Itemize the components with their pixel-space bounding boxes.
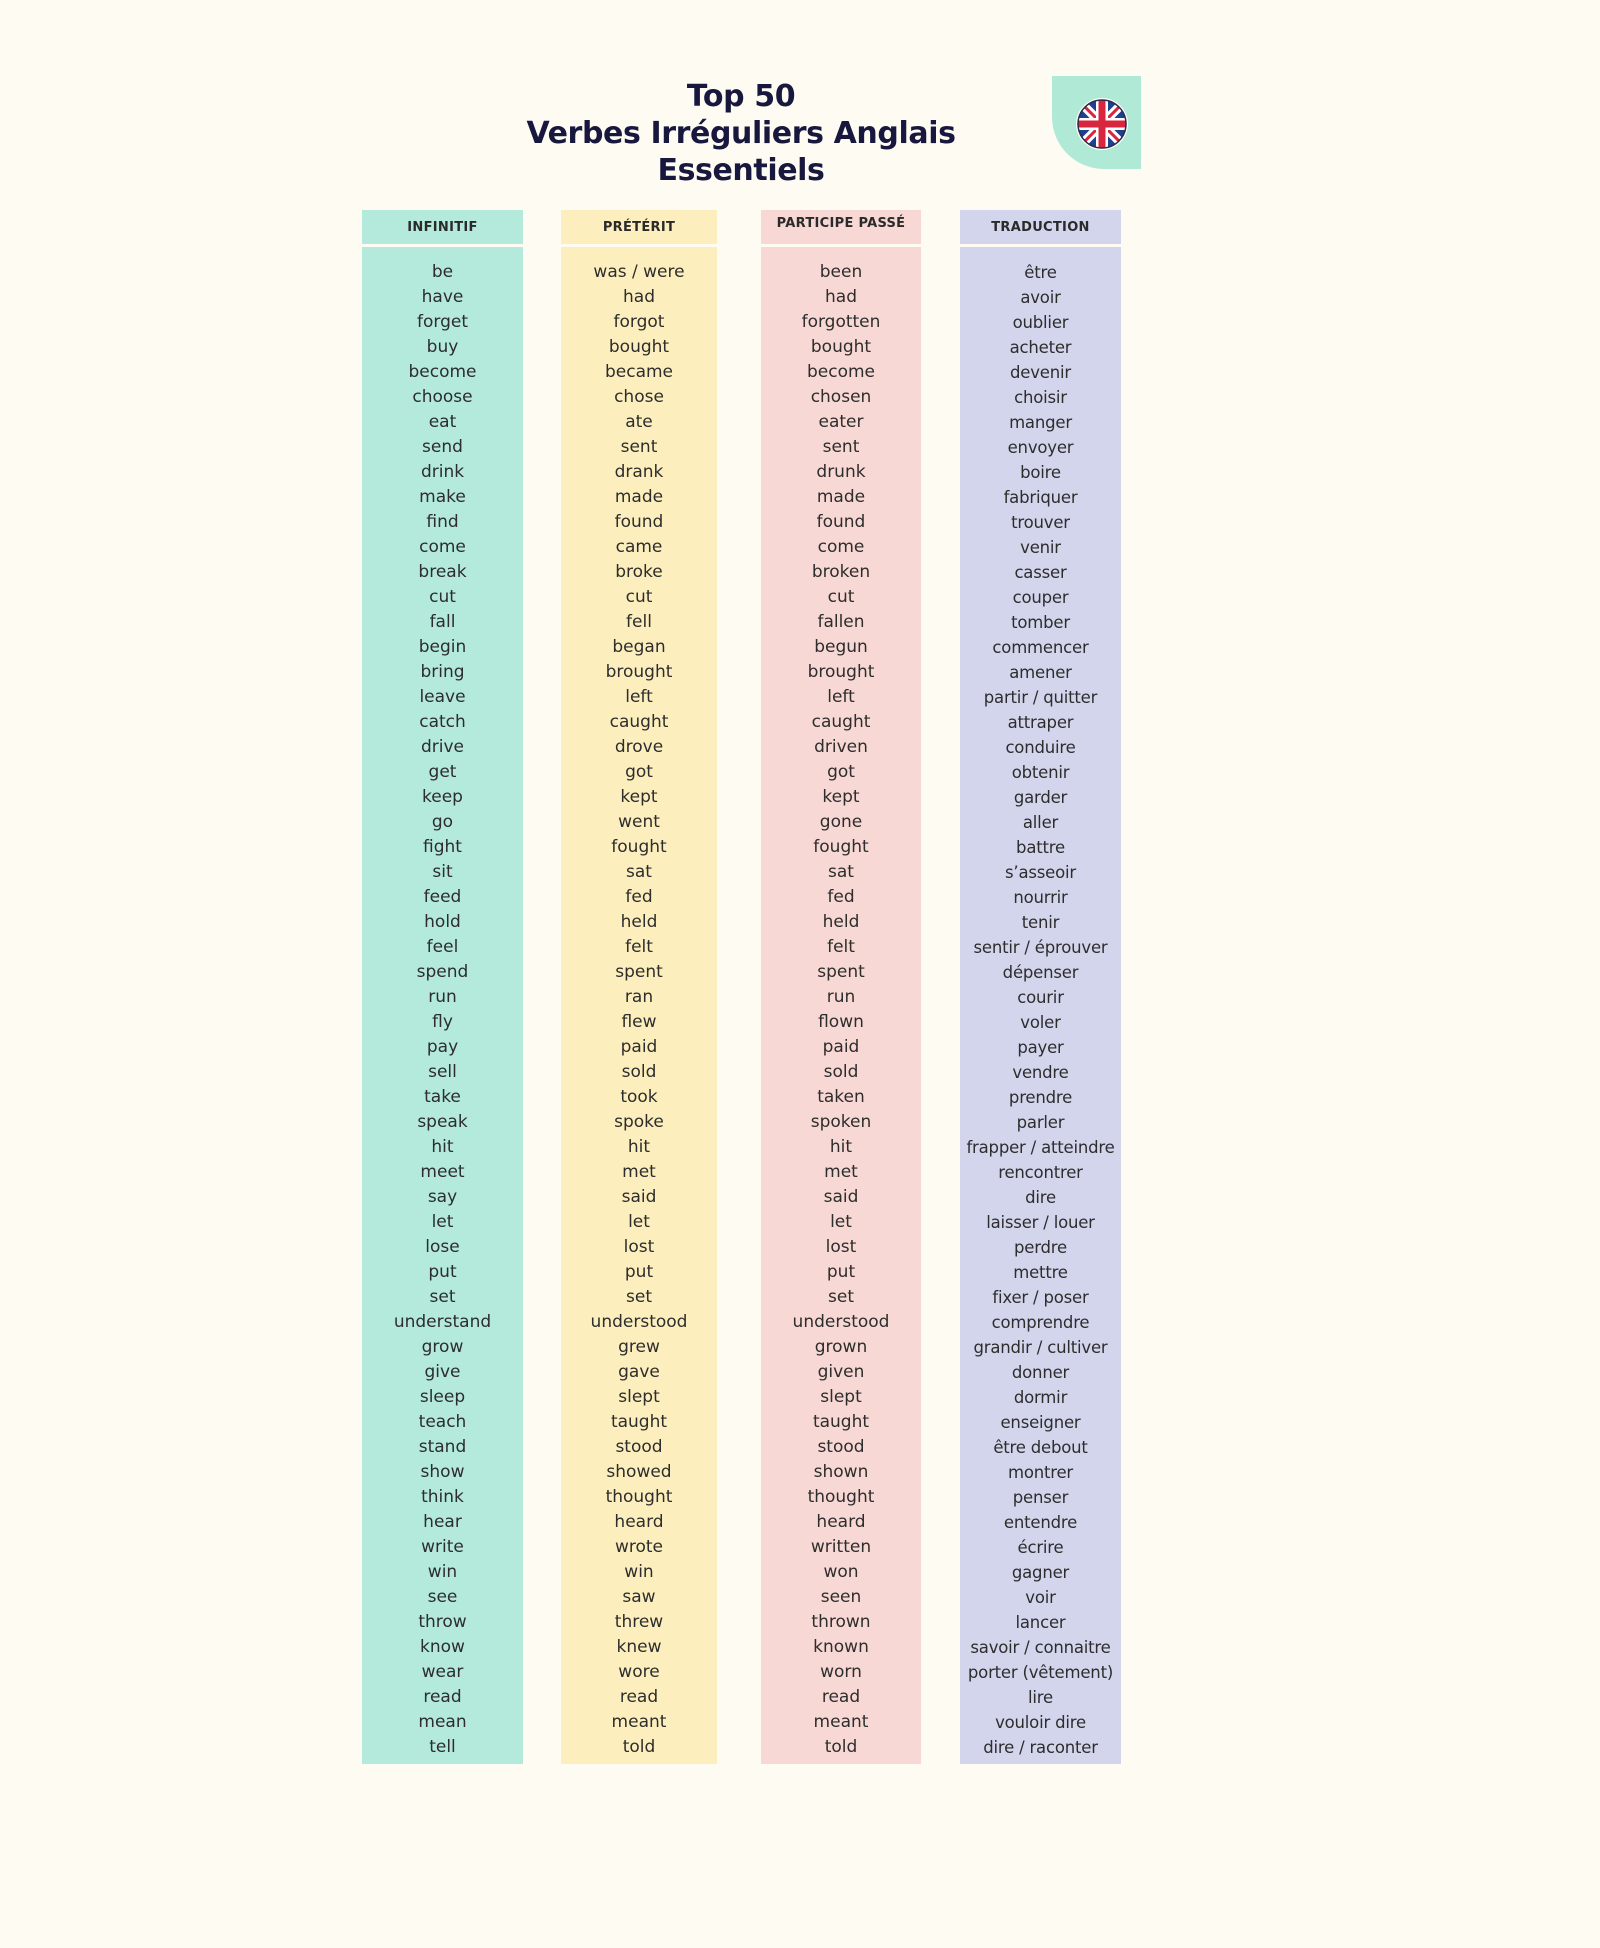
verb-cell-infinitif: fall xyxy=(429,612,456,632)
verb-cell-traduction: dire / raconter xyxy=(983,1738,1098,1757)
verb-cell-participe: run xyxy=(826,987,856,1007)
verb-cell-infinitif: throw xyxy=(418,1612,467,1632)
verb-cell-traduction: lire xyxy=(1028,1688,1053,1707)
verb-cell-preterit: showed xyxy=(606,1462,672,1482)
verb-cell-participe: grown xyxy=(814,1337,868,1357)
verb-cell-infinitif: feed xyxy=(423,887,462,907)
verb-cell-participe: felt xyxy=(827,937,855,957)
verb-cell-infinitif: get xyxy=(428,762,457,782)
verb-cell-preterit: sat xyxy=(626,862,652,882)
verb-cell-participe: taken xyxy=(817,1087,865,1107)
verb-cell-traduction: vendre xyxy=(1012,1063,1069,1082)
verb-cell-infinitif: sit xyxy=(432,862,453,882)
verb-cell-preterit: knew xyxy=(616,1637,662,1657)
verb-cell-traduction: être xyxy=(1024,263,1057,282)
verb-cell-preterit: had xyxy=(623,287,655,307)
verb-cell-participe: sat xyxy=(828,862,854,882)
verb-cell-preterit: paid xyxy=(620,1037,658,1057)
verb-cell-infinitif: break xyxy=(418,562,467,582)
verb-cell-traduction: attraper xyxy=(1007,713,1074,732)
verb-cell-infinitif: keep xyxy=(422,787,463,807)
verb-cell-participe: broken xyxy=(811,562,871,582)
verb-cell-infinitif: feel xyxy=(426,937,459,957)
verb-cell-infinitif: give xyxy=(424,1362,461,1382)
verb-cell-infinitif: set xyxy=(429,1287,456,1307)
verb-cell-preterit: taught xyxy=(610,1412,668,1432)
verb-cell-traduction: acheter xyxy=(1009,338,1072,357)
verb-cell-infinitif: stand xyxy=(418,1437,467,1457)
verb-cell-participe: caught xyxy=(811,712,871,732)
verb-cell-traduction: dépenser xyxy=(1002,963,1079,982)
verb-cell-traduction: payer xyxy=(1017,1038,1064,1057)
verb-cell-participe: driven xyxy=(814,737,868,757)
verb-cell-preterit: let xyxy=(628,1212,650,1232)
verb-cell-traduction: rencontrer xyxy=(998,1163,1083,1182)
verb-cell-preterit: understood xyxy=(590,1312,688,1332)
verb-cell-participe: made xyxy=(816,487,866,507)
verb-cell-participe: cut xyxy=(827,587,855,607)
verb-cell-traduction: montrer xyxy=(1007,1463,1074,1482)
verb-cell-infinitif: drink xyxy=(420,462,465,482)
verb-cell-participe: told xyxy=(824,1737,858,1757)
verb-cell-infinitif: have xyxy=(421,287,464,307)
verb-cell-preterit: slept xyxy=(618,1387,660,1407)
verb-cell-participe: stood xyxy=(817,1437,865,1457)
verb-cell-participe: shown xyxy=(813,1462,869,1482)
verb-cell-participe: bought xyxy=(810,337,872,357)
verb-cell-preterit: began xyxy=(612,637,666,657)
verb-cell-infinitif: choose xyxy=(412,387,473,407)
column-header-participe: PARTICIPE PASSÉ xyxy=(761,210,921,244)
page-title xyxy=(0,78,1482,189)
verb-cell-preterit: hit xyxy=(627,1137,651,1157)
verb-cell-participe: said xyxy=(823,1187,859,1207)
verb-cell-participe: set xyxy=(828,1287,854,1307)
verb-cell-participe: forgotten xyxy=(801,312,881,332)
verb-cell-infinitif: write xyxy=(421,1537,464,1557)
verb-cell-infinitif: win xyxy=(427,1562,458,1582)
verb-cell-traduction: grandir / cultiver xyxy=(973,1338,1108,1357)
verb-cell-preterit: grew xyxy=(618,1337,660,1357)
verb-cell-participe: fed xyxy=(827,887,855,907)
verb-cell-traduction: prendre xyxy=(1008,1088,1073,1107)
verb-cell-preterit: ran xyxy=(624,987,654,1007)
verb-cell-traduction: devenir xyxy=(1010,363,1071,382)
verb-cell-infinitif: sleep xyxy=(419,1387,466,1407)
verb-cell-infinitif: teach xyxy=(418,1412,467,1432)
verb-cell-participe: worn xyxy=(820,1662,862,1682)
column-body-traduction xyxy=(960,247,1121,1764)
verb-cell-infinitif: know xyxy=(420,1637,465,1657)
title-line-1: Top 50 xyxy=(686,79,796,114)
verb-cell-traduction: comprendre xyxy=(991,1313,1090,1332)
verb-cell-traduction: choisir xyxy=(1014,388,1067,407)
verb-cell-infinitif: forget xyxy=(417,312,468,332)
verb-cell-preterit: heard xyxy=(614,1512,664,1532)
verb-cell-participe: flown xyxy=(818,1012,864,1032)
verb-cell-participe: chosen xyxy=(810,387,872,407)
verb-cell-traduction: partir / quitter xyxy=(983,688,1098,707)
verb-cell-preterit: saw xyxy=(622,1587,656,1607)
verb-cell-participe: eater xyxy=(818,412,864,432)
verb-cell-preterit: forgot xyxy=(613,312,665,332)
verb-cell-participe: written xyxy=(810,1537,872,1557)
verb-cell-infinitif: show xyxy=(420,1462,465,1482)
verb-cell-preterit: set xyxy=(626,1287,652,1307)
verb-cell-traduction: casser xyxy=(1014,563,1067,582)
verb-cell-infinitif: come xyxy=(419,537,466,557)
verb-cell-infinitif: eat xyxy=(428,412,457,432)
column-header-preterit: PRÉTÉRIT xyxy=(561,210,717,244)
verb-cell-preterit: said xyxy=(621,1187,657,1207)
verb-cell-preterit: stood xyxy=(615,1437,663,1457)
verb-cell-preterit: brought xyxy=(605,662,673,682)
verb-cell-preterit: fed xyxy=(625,887,653,907)
verb-cell-participe: spoken xyxy=(810,1112,872,1132)
verb-cell-traduction: laisser / louer xyxy=(986,1213,1095,1232)
verb-cell-participe: had xyxy=(825,287,857,307)
verb-cell-traduction: trouver xyxy=(1011,513,1070,532)
verb-cell-traduction: conduire xyxy=(1005,738,1076,757)
verb-cell-infinitif: sell xyxy=(428,1062,457,1082)
verb-cell-participe: got xyxy=(827,762,855,782)
verb-cell-infinitif: lose xyxy=(425,1237,460,1257)
verb-cell-traduction: tomber xyxy=(1011,613,1070,632)
verb-cell-preterit: got xyxy=(625,762,653,782)
verb-cell-infinitif: put xyxy=(428,1262,457,1282)
verb-cell-participe: spent xyxy=(817,962,865,982)
verb-cell-participe: hit xyxy=(829,1137,853,1157)
verb-cell-preterit: read xyxy=(619,1687,659,1707)
verb-cell-preterit: chose xyxy=(614,387,664,407)
verb-cell-traduction: envoyer xyxy=(1007,438,1074,457)
verb-cell-traduction: sentir / éprouver xyxy=(973,938,1108,957)
verb-cell-traduction: tenir xyxy=(1021,913,1060,932)
verb-cell-preterit: fell xyxy=(626,612,652,632)
verb-cell-preterit: held xyxy=(620,912,658,932)
verb-cell-participe: kept xyxy=(822,787,860,807)
verb-cell-participe: left xyxy=(827,687,855,707)
verb-cell-preterit: drank xyxy=(614,462,664,482)
verb-cell-participe: drunk xyxy=(816,462,866,482)
verb-cell-infinitif: understand xyxy=(393,1312,492,1332)
verb-cell-preterit: caught xyxy=(609,712,669,732)
verb-cell-traduction: vouloir dire xyxy=(995,1713,1086,1732)
verb-cell-preterit: spent xyxy=(615,962,663,982)
uk-flag-icon xyxy=(1076,98,1128,150)
verb-cell-preterit: sent xyxy=(620,437,658,457)
verb-cell-preterit: gave xyxy=(618,1362,660,1382)
verb-cell-participe: sent xyxy=(822,437,860,457)
verb-cell-preterit: thought xyxy=(605,1487,673,1507)
column-body-participe xyxy=(761,247,921,1764)
verb-cell-infinitif: read xyxy=(423,1687,462,1707)
verb-cell-preterit: met xyxy=(622,1162,656,1182)
verb-cell-traduction: fixer / poser xyxy=(992,1288,1089,1307)
verb-cell-infinitif: think xyxy=(421,1487,464,1507)
verb-cell-traduction: dormir xyxy=(1013,1388,1068,1407)
verb-cell-infinitif: hear xyxy=(423,1512,462,1532)
verb-cell-traduction: voir xyxy=(1025,1588,1056,1607)
verb-cell-traduction: perdre xyxy=(1014,1238,1067,1257)
verb-cell-preterit: spoke xyxy=(614,1112,664,1132)
verb-cell-infinitif: make xyxy=(419,487,466,507)
verb-cell-traduction: porter (vêtement) xyxy=(967,1663,1114,1682)
verb-cell-participe: known xyxy=(813,1637,869,1657)
verb-cell-infinitif: find xyxy=(426,512,459,532)
verb-cell-traduction: donner xyxy=(1011,1363,1070,1382)
verb-cell-participe: won xyxy=(823,1562,859,1582)
verb-cell-traduction: garder xyxy=(1013,788,1068,807)
verb-cell-traduction: être debout xyxy=(993,1438,1088,1457)
verb-cell-preterit: wrote xyxy=(614,1537,664,1557)
verb-cell-participe: come xyxy=(817,537,865,557)
verb-cell-participe: begun xyxy=(814,637,868,657)
verb-cell-infinitif: send xyxy=(422,437,463,457)
verb-cell-infinitif: let xyxy=(431,1212,454,1232)
verb-cell-infinitif: meet xyxy=(420,1162,465,1182)
verb-cell-traduction: venir xyxy=(1020,538,1061,557)
verb-cell-traduction: s’asseoir xyxy=(1005,863,1076,882)
verb-cell-preterit: meant xyxy=(611,1712,667,1732)
verb-cell-participe: sold xyxy=(823,1062,859,1082)
verb-cell-infinitif: buy xyxy=(426,337,459,357)
verb-cell-preterit: felt xyxy=(625,937,653,957)
verb-cell-infinitif: begin xyxy=(418,637,467,657)
verb-cell-traduction: obtenir xyxy=(1011,763,1070,782)
verb-cell-participe: fallen xyxy=(817,612,865,632)
verb-cell-traduction: voler xyxy=(1020,1013,1061,1032)
verb-cell-traduction: lancer xyxy=(1015,1613,1066,1632)
column-header-traduction: TRADUCTION xyxy=(960,210,1121,244)
column-header-infinitif: INFINITIF xyxy=(362,210,523,244)
verb-cell-infinitif: mean xyxy=(418,1712,467,1732)
verb-cell-participe: thought xyxy=(807,1487,875,1507)
verb-cell-preterit: made xyxy=(614,487,664,507)
verb-cell-participe: slept xyxy=(820,1387,862,1407)
verb-cell-traduction: battre xyxy=(1016,838,1065,857)
verb-cell-infinitif: spend xyxy=(416,962,469,982)
verb-cell-infinitif: speak xyxy=(417,1112,468,1132)
verb-cell-preterit: lost xyxy=(623,1237,655,1257)
verb-cell-preterit: took xyxy=(620,1087,658,1107)
verb-cell-infinitif: be xyxy=(431,262,454,282)
verb-cell-traduction: commencer xyxy=(992,638,1089,657)
verb-cell-preterit: became xyxy=(604,362,674,382)
column-body-preterit xyxy=(561,247,717,1764)
verb-cell-infinitif: leave xyxy=(419,687,466,707)
verb-cell-participe: put xyxy=(826,1262,856,1282)
verb-cell-preterit: wore xyxy=(618,1662,660,1682)
verb-cell-infinitif: fly xyxy=(432,1012,453,1032)
verb-cell-participe: understood xyxy=(792,1312,890,1332)
verb-cell-infinitif: cut xyxy=(429,587,456,607)
verb-cell-participe: thrown xyxy=(811,1612,871,1632)
verb-cell-participe: met xyxy=(824,1162,858,1182)
verb-cell-participe: gone xyxy=(819,812,863,832)
verb-cell-infinitif: become xyxy=(408,362,477,382)
verb-cell-infinitif: run xyxy=(428,987,457,1007)
verb-cell-traduction: aller xyxy=(1022,813,1059,832)
column-preterit xyxy=(561,210,717,1764)
verb-cell-preterit: sold xyxy=(621,1062,657,1082)
verb-cell-participe: meant xyxy=(813,1712,869,1732)
verb-cell-traduction: boire xyxy=(1020,463,1061,482)
verb-cell-traduction: manger xyxy=(1009,413,1072,432)
verb-cell-participe: heard xyxy=(816,1512,866,1532)
verb-cell-preterit: found xyxy=(614,512,664,532)
verb-cell-participe: read xyxy=(821,1687,861,1707)
verb-cell-preterit: fought xyxy=(611,837,667,857)
verb-cell-preterit: came xyxy=(615,537,663,557)
verb-cell-preterit: flew xyxy=(621,1012,657,1032)
column-infinitif xyxy=(362,210,523,1764)
verb-cell-traduction: enseigner xyxy=(1000,1413,1081,1432)
verb-cell-traduction: gagner xyxy=(1011,1563,1070,1582)
title-line-3: Essentiels xyxy=(657,153,825,188)
verb-cell-preterit: put xyxy=(624,1262,654,1282)
verb-cell-preterit: cut xyxy=(625,587,653,607)
verb-cell-traduction: frapper / atteindre xyxy=(966,1138,1115,1157)
verb-cell-participe: paid xyxy=(822,1037,860,1057)
verb-cell-participe: given xyxy=(817,1362,865,1382)
verb-cell-traduction: fabriquer xyxy=(1003,488,1078,507)
verb-cell-infinitif: go xyxy=(431,812,454,832)
verb-cell-traduction: parler xyxy=(1016,1113,1065,1132)
column-traduction xyxy=(960,210,1121,1764)
verb-cell-preterit: told xyxy=(622,1737,656,1757)
verb-cell-preterit: was / were xyxy=(593,262,685,282)
verb-cell-infinitif: bring xyxy=(420,662,465,682)
column-body-infinitif xyxy=(362,247,523,1764)
verb-cell-infinitif: catch xyxy=(419,712,466,732)
verb-cell-infinitif: take xyxy=(424,1087,461,1107)
verb-cell-preterit: left xyxy=(625,687,653,707)
verb-cell-traduction: écrire xyxy=(1017,1538,1064,1557)
verb-cell-traduction: couper xyxy=(1012,588,1069,607)
verb-cell-traduction: dire xyxy=(1025,1188,1056,1207)
verb-cell-participe: lost xyxy=(825,1237,857,1257)
verb-cell-infinitif: wear xyxy=(421,1662,464,1682)
verb-cell-preterit: broke xyxy=(615,562,663,582)
verb-cell-infinitif: pay xyxy=(426,1037,459,1057)
verb-cell-traduction: savoir / connaitre xyxy=(970,1638,1111,1657)
verb-cell-participe: let xyxy=(830,1212,852,1232)
verb-cell-preterit: ate xyxy=(625,412,653,432)
verb-cell-preterit: bought xyxy=(608,337,670,357)
verb-cell-traduction: oublier xyxy=(1012,313,1069,332)
verb-cell-infinitif: drive xyxy=(420,737,465,757)
verb-cell-infinitif: hit xyxy=(431,1137,454,1157)
verb-cell-participe: become xyxy=(806,362,876,382)
title-line-2: Verbes Irréguliers Anglais xyxy=(526,116,956,151)
verb-cell-infinitif: grow xyxy=(421,1337,464,1357)
verb-cell-participe: brought xyxy=(807,662,875,682)
verb-cell-traduction: avoir xyxy=(1020,288,1061,307)
verb-cell-preterit: threw xyxy=(614,1612,664,1632)
verb-cell-traduction: courir xyxy=(1017,988,1064,1007)
verb-cell-participe: fought xyxy=(813,837,869,857)
verb-cell-preterit: win xyxy=(624,1562,654,1582)
verb-cell-preterit: went xyxy=(618,812,660,832)
verb-cell-participe: held xyxy=(822,912,860,932)
column-participe xyxy=(761,210,921,1764)
verb-cell-traduction: penser xyxy=(1012,1488,1069,1507)
verb-cell-participe: seen xyxy=(820,1587,862,1607)
verb-cell-preterit: drove xyxy=(614,737,664,757)
verb-cell-infinitif: say xyxy=(427,1187,458,1207)
verb-cell-traduction: amener xyxy=(1009,663,1072,682)
verb-cell-participe: found xyxy=(816,512,866,532)
verb-cell-traduction: nourrir xyxy=(1013,888,1068,907)
verb-cell-traduction: mettre xyxy=(1013,1263,1068,1282)
verb-cell-infinitif: tell xyxy=(429,1737,456,1757)
verb-cell-participe: been xyxy=(819,262,863,282)
verb-cell-preterit: kept xyxy=(620,787,658,807)
verb-cell-infinitif: fight xyxy=(423,837,462,857)
verb-cell-traduction: entendre xyxy=(1003,1513,1078,1532)
verb-cell-participe: taught xyxy=(812,1412,870,1432)
verb-cell-infinitif: see xyxy=(427,1587,458,1607)
verb-cell-infinitif: hold xyxy=(424,912,461,932)
